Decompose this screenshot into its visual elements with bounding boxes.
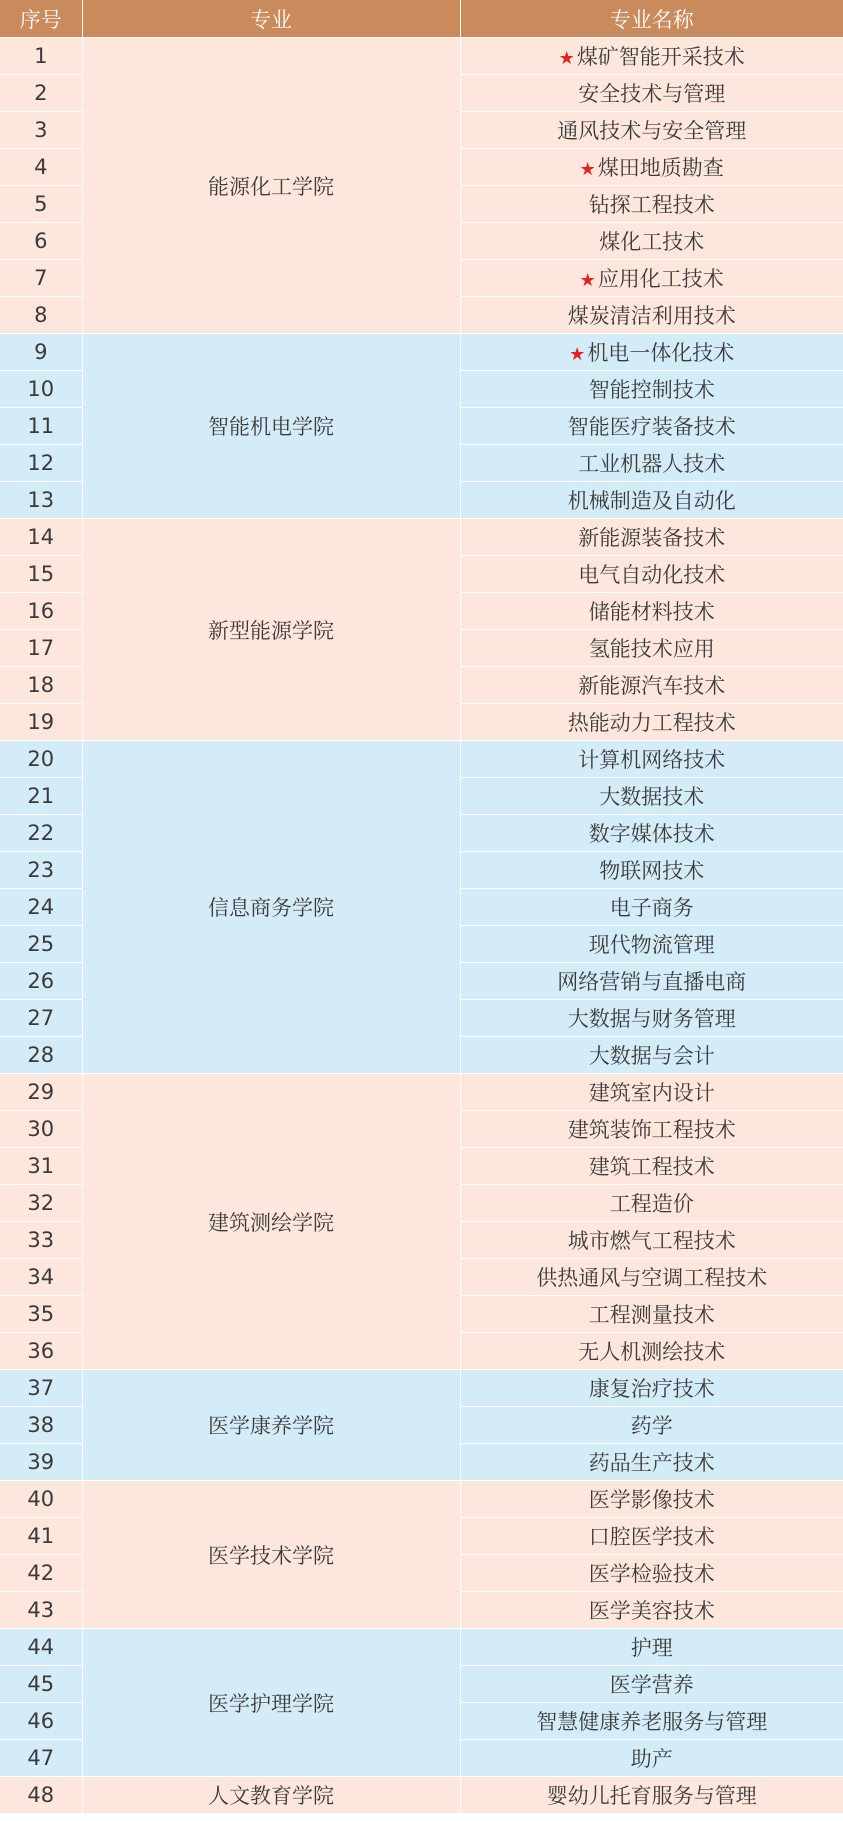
major-name-cell	[460, 1740, 843, 1777]
major-name-cell	[460, 1481, 843, 1518]
major-name: 电子商务	[609, 896, 694, 920]
major-name-cell	[460, 1074, 843, 1111]
major-name: 热能动力工程技术	[567, 711, 736, 735]
row-number: 7	[0, 260, 82, 297]
major-name-cell	[460, 1407, 843, 1444]
header-major: 专业	[82, 0, 460, 38]
major-name: 大数据与会计	[588, 1044, 715, 1068]
major-name-cell	[460, 926, 843, 963]
major-name: 康复治疗技术	[588, 1377, 715, 1401]
row-number: 16	[0, 593, 82, 630]
table-header	[0, 0, 843, 38]
major-name: 医学影像技术	[588, 1488, 715, 1512]
major-name-cell	[460, 1333, 843, 1370]
major-name-cell	[460, 1777, 843, 1814]
major-name-cell	[460, 1259, 843, 1296]
major-name: 工程造价	[609, 1192, 694, 1216]
major-name-cell	[460, 556, 843, 593]
row-number: 38	[0, 1407, 82, 1444]
major-name-cell	[460, 741, 843, 778]
row-number: 17	[0, 630, 82, 667]
major-name: 新能源汽车技术	[578, 674, 726, 698]
major-name-cell	[460, 815, 843, 852]
major-name-cell	[460, 75, 843, 112]
major-name: 助产	[630, 1747, 673, 1771]
row-number: 34	[0, 1259, 82, 1296]
table-row	[0, 1629, 843, 1666]
row-number: 1	[0, 38, 82, 75]
major-name: 供热通风与空调工程技术	[536, 1266, 768, 1290]
major-name: 物联网技术	[599, 859, 705, 883]
row-number: 41	[0, 1518, 82, 1555]
star-icon: ★	[569, 344, 586, 365]
row-number: 18	[0, 667, 82, 704]
major-name: 钻探工程技术	[588, 193, 715, 217]
major-name-cell	[460, 963, 843, 1000]
row-number: 2	[0, 75, 82, 112]
row-number: 9	[0, 334, 82, 371]
college-name: 建筑测绘学院	[82, 1074, 460, 1370]
table-row	[0, 1481, 843, 1518]
row-number: 48	[0, 1777, 82, 1814]
major-name: 网络营销与直播电商	[557, 970, 747, 994]
table-row	[0, 1074, 843, 1111]
major-name-cell	[460, 186, 843, 223]
header-major-name: 专业名称	[460, 0, 843, 38]
major-name: 婴幼儿托育服务与管理	[546, 1784, 757, 1808]
major-name: 电气自动化技术	[578, 563, 726, 587]
major-name-cell	[460, 1111, 843, 1148]
college-name: 信息商务学院	[82, 741, 460, 1074]
row-number: 11	[0, 408, 82, 445]
row-number: 32	[0, 1185, 82, 1222]
table-row	[0, 1370, 843, 1407]
college-name: 医学护理学院	[82, 1629, 460, 1777]
row-number: 46	[0, 1703, 82, 1740]
row-number: 4	[0, 149, 82, 186]
major-name: 现代物流管理	[588, 933, 715, 957]
major-name-cell	[460, 149, 843, 186]
major-name-cell	[460, 1148, 843, 1185]
college-name: 能源化工学院	[82, 38, 460, 334]
row-number: 31	[0, 1148, 82, 1185]
major-name: 煤化工技术	[599, 230, 705, 254]
major-name-cell	[460, 223, 843, 260]
row-number: 30	[0, 1111, 82, 1148]
row-number: 26	[0, 963, 82, 1000]
major-name: 药学	[630, 1414, 673, 1438]
major-name: 建筑室内设计	[588, 1081, 715, 1105]
row-number: 10	[0, 371, 82, 408]
table-row	[0, 1777, 843, 1814]
major-name-cell	[460, 445, 843, 482]
row-number: 24	[0, 889, 82, 926]
major-name-cell	[460, 889, 843, 926]
major-name: 机械制造及自动化	[567, 489, 736, 513]
row-number: 12	[0, 445, 82, 482]
major-name-cell	[460, 667, 843, 704]
major-name: 智能控制技术	[588, 378, 715, 402]
major-name-cell	[460, 482, 843, 519]
row-number: 14	[0, 519, 82, 556]
major-name: 机电一体化技术	[587, 341, 735, 365]
star-icon: ★	[579, 159, 596, 180]
major-name-cell	[460, 408, 843, 445]
row-number: 40	[0, 1481, 82, 1518]
major-name-cell	[460, 1296, 843, 1333]
row-number: 6	[0, 223, 82, 260]
major-name: 工程测量技术	[588, 1303, 715, 1327]
row-number: 45	[0, 1666, 82, 1703]
row-number: 36	[0, 1333, 82, 1370]
major-name: 医学营养	[609, 1673, 694, 1697]
major-name-cell	[460, 371, 843, 408]
row-number: 8	[0, 297, 82, 334]
major-name: 智慧健康养老服务与管理	[536, 1710, 768, 1734]
row-number: 44	[0, 1629, 82, 1666]
major-name: 城市燃气工程技术	[567, 1229, 736, 1253]
major-name-cell	[460, 704, 843, 741]
major-name-cell	[460, 1518, 843, 1555]
college-name: 医学技术学院	[82, 1481, 460, 1629]
major-name-cell	[460, 260, 843, 297]
major-name: 大数据技术	[599, 785, 705, 809]
major-name-cell	[460, 1444, 843, 1481]
row-number: 37	[0, 1370, 82, 1407]
major-name: 大数据与财务管理	[567, 1007, 736, 1031]
major-name-cell	[460, 852, 843, 889]
major-name: 建筑工程技术	[588, 1155, 715, 1179]
college-name: 新型能源学院	[82, 519, 460, 741]
row-number: 39	[0, 1444, 82, 1481]
row-number: 43	[0, 1592, 82, 1629]
college-name: 医学康养学院	[82, 1370, 460, 1481]
major-name-cell	[460, 112, 843, 149]
table-row	[0, 519, 843, 556]
major-name-cell	[460, 1555, 843, 1592]
major-name: 储能材料技术	[588, 600, 715, 624]
major-name: 医学美容技术	[588, 1599, 715, 1623]
major-name-cell	[460, 1037, 843, 1074]
major-name: 建筑装饰工程技术	[567, 1118, 736, 1142]
row-number: 33	[0, 1222, 82, 1259]
major-name-cell	[460, 630, 843, 667]
major-name: 数字媒体技术	[588, 822, 715, 846]
row-number: 3	[0, 112, 82, 149]
header-number: 序号	[0, 0, 82, 38]
major-name: 煤矿智能开采技术	[576, 45, 745, 69]
table-row	[0, 334, 843, 371]
major-name: 新能源装备技术	[578, 526, 726, 550]
major-name-cell	[460, 519, 843, 556]
major-name-cell	[460, 1666, 843, 1703]
major-name-cell	[460, 1592, 843, 1629]
table-body	[0, 38, 843, 1814]
table-row	[0, 741, 843, 778]
row-number: 21	[0, 778, 82, 815]
major-name-cell	[460, 1222, 843, 1259]
major-name-cell	[460, 297, 843, 334]
row-number: 27	[0, 1000, 82, 1037]
row-number: 19	[0, 704, 82, 741]
major-name-cell	[460, 1370, 843, 1407]
row-number: 22	[0, 815, 82, 852]
major-name-cell	[460, 778, 843, 815]
major-name: 煤炭清洁利用技术	[567, 304, 736, 328]
major-name-cell	[460, 1703, 843, 1740]
major-name-cell	[460, 1000, 843, 1037]
major-name: 药品生产技术	[588, 1451, 715, 1475]
row-number: 28	[0, 1037, 82, 1074]
college-name: 人文教育学院	[82, 1777, 460, 1814]
major-name: 计算机网络技术	[578, 748, 726, 772]
major-name: 医学检验技术	[588, 1562, 715, 1586]
major-name-cell	[460, 334, 843, 371]
major-name: 口腔医学技术	[588, 1525, 715, 1549]
row-number: 23	[0, 852, 82, 889]
major-name: 无人机测绘技术	[578, 1340, 726, 1364]
row-number: 15	[0, 556, 82, 593]
college-name: 智能机电学院	[82, 334, 460, 519]
major-name: 氢能技术应用	[588, 637, 715, 661]
major-name: 护理	[630, 1636, 673, 1660]
major-name-cell	[460, 1185, 843, 1222]
major-name-cell	[460, 1629, 843, 1666]
row-number: 35	[0, 1296, 82, 1333]
row-number: 47	[0, 1740, 82, 1777]
major-name: 工业机器人技术	[578, 452, 726, 476]
major-name: 智能医疗装备技术	[567, 415, 736, 439]
row-number: 42	[0, 1555, 82, 1592]
major-name: 应用化工技术	[597, 267, 724, 291]
major-name-cell	[460, 593, 843, 630]
row-number: 25	[0, 926, 82, 963]
row-number: 29	[0, 1074, 82, 1111]
major-name: 煤田地质勘查	[597, 156, 724, 180]
star-icon: ★	[558, 48, 575, 69]
header-row	[0, 0, 843, 38]
major-name: 通风技术与安全管理	[557, 119, 747, 143]
major-name-cell	[460, 38, 843, 75]
row-number: 5	[0, 186, 82, 223]
star-icon: ★	[579, 270, 596, 291]
row-number: 20	[0, 741, 82, 778]
table-row	[0, 38, 843, 75]
row-number: 13	[0, 482, 82, 519]
major-name: 安全技术与管理	[578, 82, 726, 106]
